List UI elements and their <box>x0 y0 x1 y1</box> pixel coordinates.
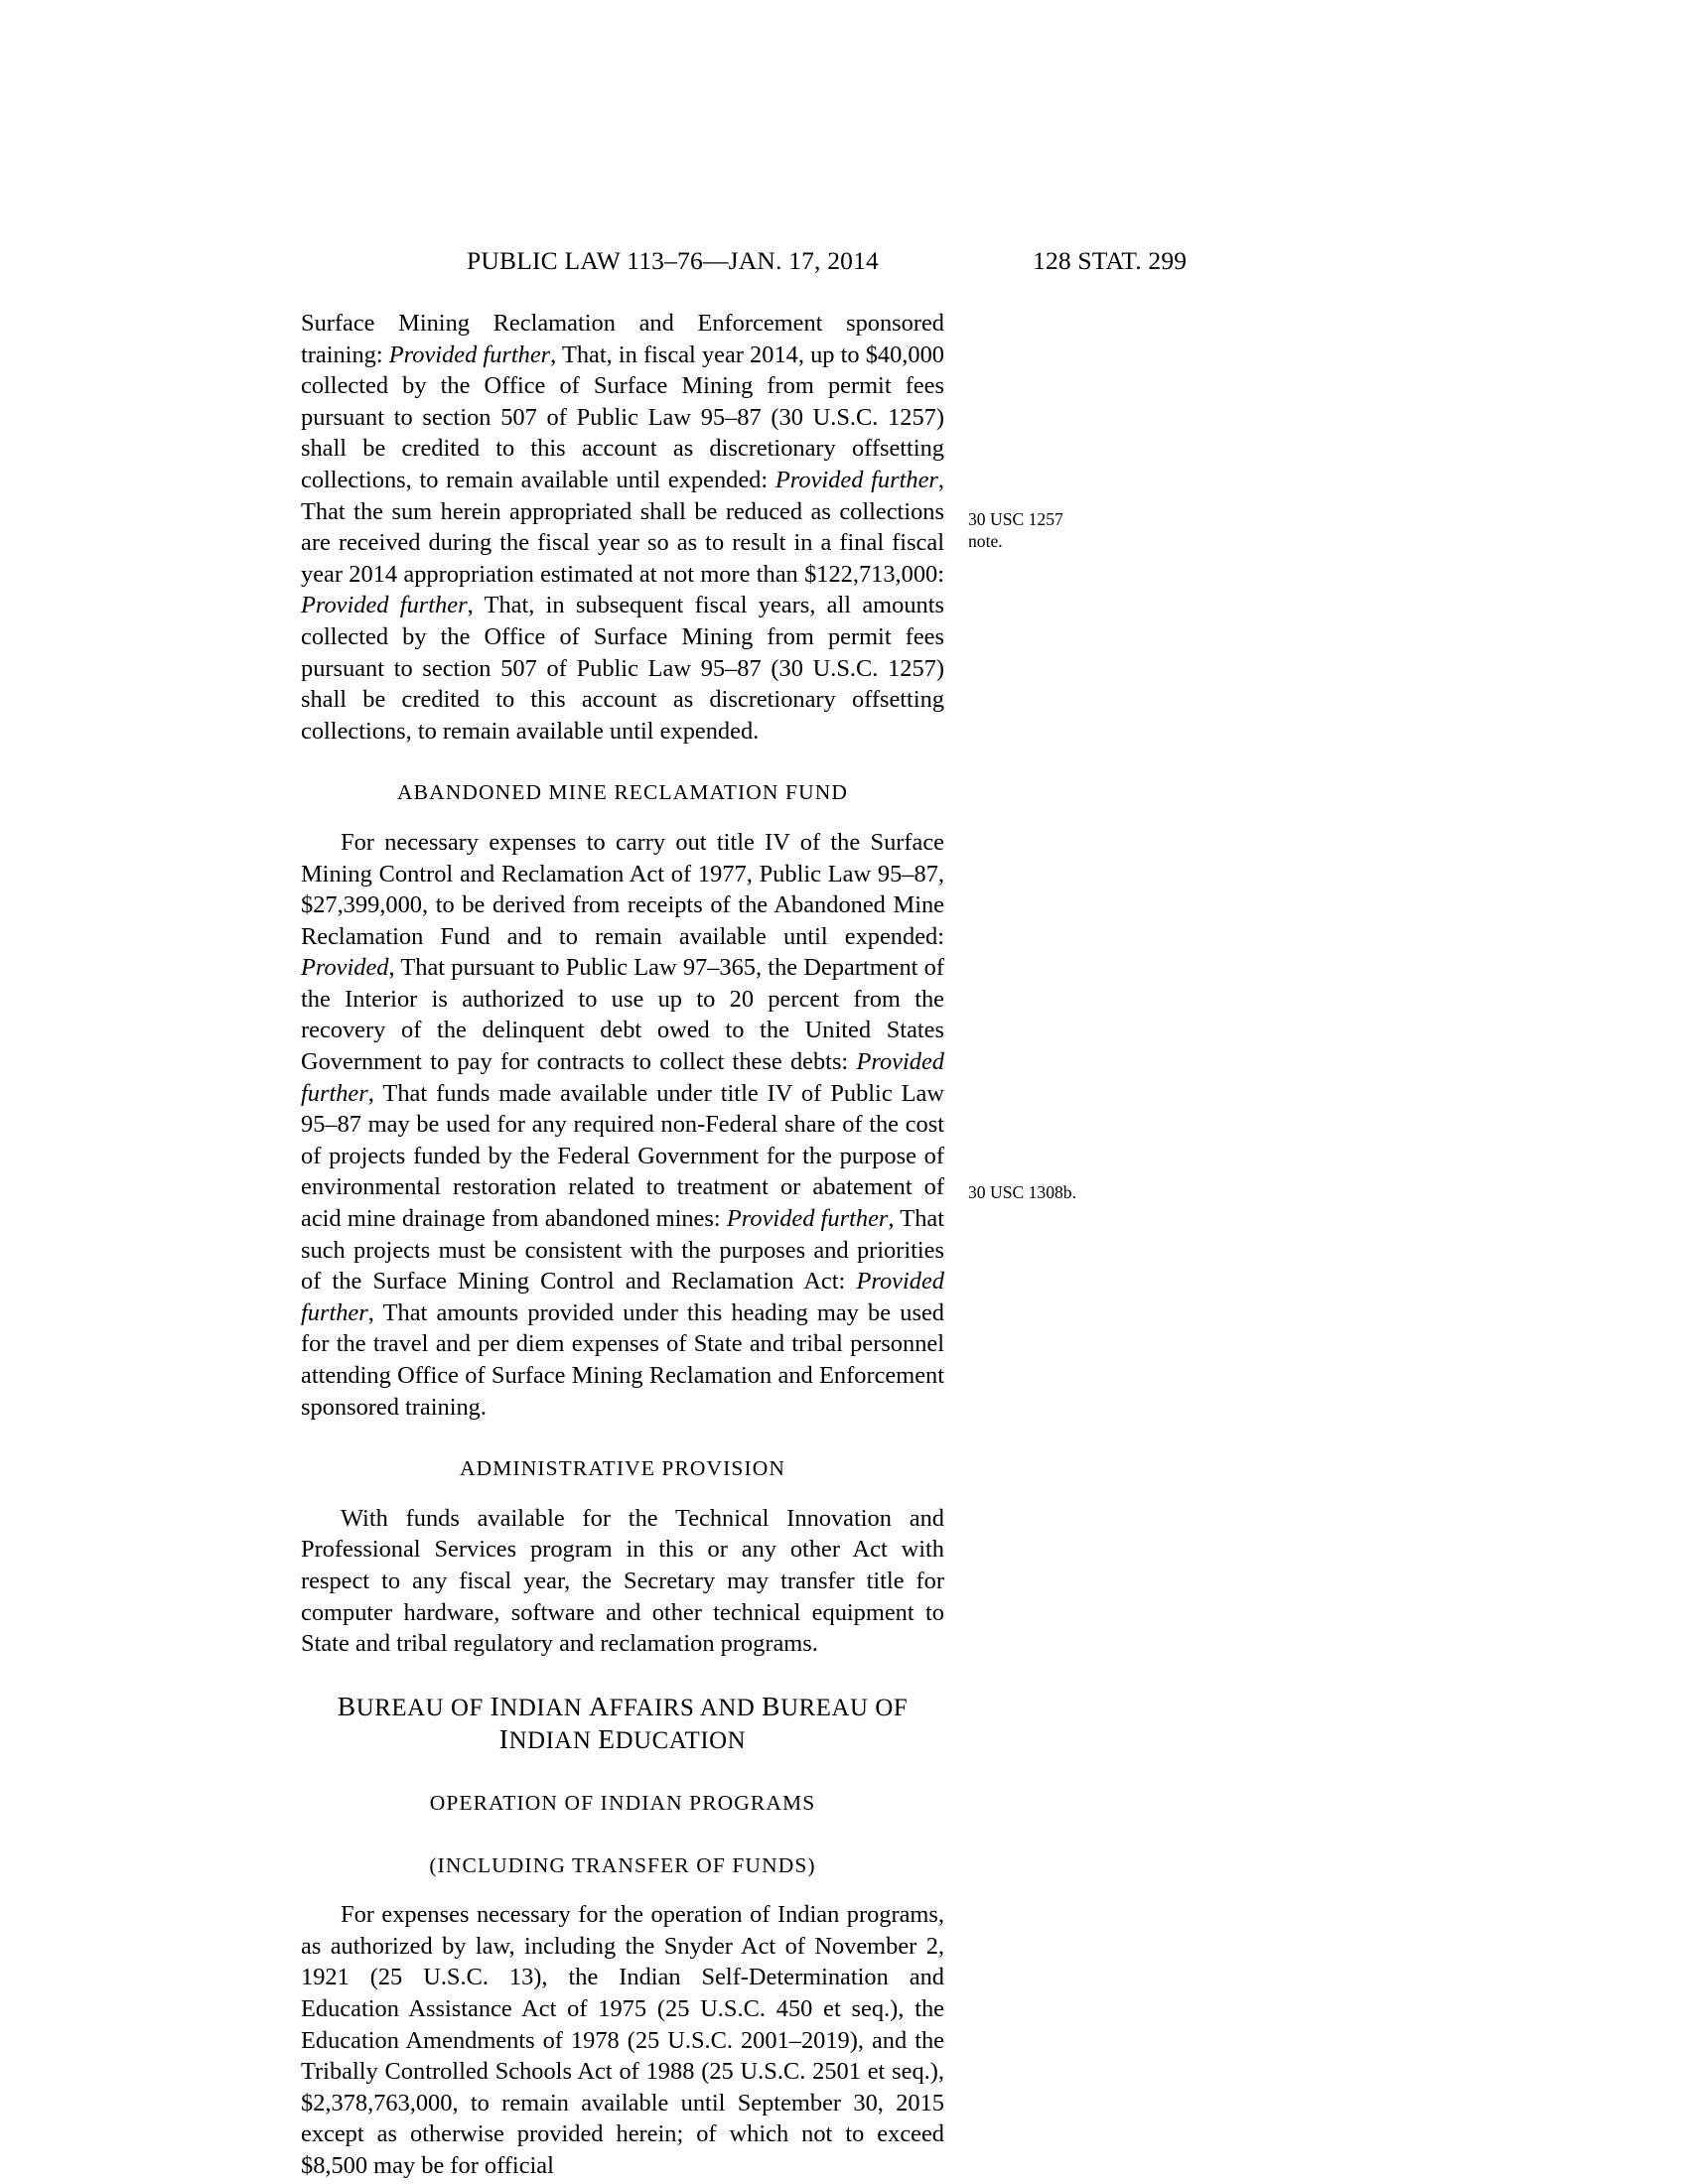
text-segment: FFAIRS AND <box>609 1694 763 1721</box>
italic-proviso: Provided further <box>774 466 938 493</box>
text-segment: E <box>598 1723 616 1755</box>
paragraph-operation-of-indian-programs: For expenses necessary for the operation of Indian programs, as authorized by law, including the Snyder Act of November 2, 1921 (25 U.S.C. 13), the Indian Self-Determination and Education Assistance Act of 1975 (25 U.S.C. 450 et seq.), the Education Amendments of 1978 (25 U.S.C. 2001–2019), and the Tribally Controlled Schools Act of 1988 (25 U.S.C. 2501 et seq.), $2,378,763,000, to remain available until September 30, 2015 except as otherwise provided herein; of which not to exceed $8,500 may be for official <box>301 1901 944 2179</box>
text-segment: , That, in subsequent fiscal years, all amounts collected by the Office of Surface Mining from permit fees pursuant to section 507 of Public Law 95–87 (30 U.S.C. 1257) shall be credited to this account as discretionary offsetting collections, to remain available until expended. <box>301 592 944 745</box>
heading-administrative-provision: ADMINISTRATIVE PROVISION <box>460 1456 785 1481</box>
margin-note-line-1: 30 USC 1257 <box>968 509 1063 529</box>
text-segment: , That the sum herein appropriated shall be reduced as collections are received during the fiscal year so as to result in a final fiscal year 2014 appropriation estimated at not more than $122,713,000: <box>301 466 944 588</box>
italic-proviso: Provided <box>301 954 389 982</box>
text-segment: I <box>490 1690 500 1721</box>
italic-proviso: Provided further <box>726 1205 889 1233</box>
italic-proviso: Provided further <box>301 592 468 619</box>
text-segment: NDIAN <box>499 1694 590 1721</box>
text-segment: , That pursuant to Public Law 97–365, the Department of the Interior is authorized to use up to 20 percent from the recovery of the delinquent debt owed to the United States Government to pay for contracts to collect these debts: <box>301 954 944 1076</box>
margin-note-usc-1308b <box>968 1181 1157 1203</box>
heading-abandoned-mine-reclamation-fund: ABANDONED MINE RECLAMATION FUND <box>397 780 848 805</box>
text-segment: Surface Mining Reclamation and Enforcement sponsored training: <box>301 310 944 368</box>
text-segment: A <box>589 1690 610 1721</box>
margin-note-usc-1257 <box>968 508 1157 552</box>
running-head-public-law: PUBLIC LAW 113–76—JAN. 17, 2014 <box>467 246 879 275</box>
text-segment: , That such projects must be consistent with the purposes and priorities of the Surface Mining Control and Reclamation Act: <box>301 1205 944 1296</box>
text-segment: UREAU OF <box>355 1694 491 1721</box>
text-segment: , That, in fiscal year 2014, up to $40,000 collected by the Office of Surface Mining from permit fees pursuant to section 507 of Public Law 95–87 (30 U.S.C. 1257) shall be credited to this account as discretionary offsetting collections, to remain available until expended: <box>301 341 944 493</box>
italic-proviso: Provided further <box>301 1048 944 1107</box>
italic-proviso: Provided further <box>388 341 551 368</box>
text-segment: NDIAN <box>508 1727 599 1755</box>
text-segment: B <box>337 1690 356 1721</box>
italic-proviso: Provided further <box>301 1268 944 1326</box>
main-text-column <box>301 308 944 2181</box>
paragraph-administrative-provision: With funds available for the Technical Innovation and Professional Services program in this or any other Act with respect to any fiscal year, the Secretary may transfer title for computer hardware, software and other technical equipment to State and tribal regulatory and reclamation programs. <box>301 1504 944 1658</box>
heading-including-transfer-of-funds: (INCLUDING TRANSFER OF FUNDS) <box>429 1852 816 1877</box>
margin-note-line-1: 30 USC 1308b. <box>968 1182 1076 1202</box>
text-segment: UREAU OF <box>780 1694 909 1721</box>
paragraph-abandoned-mine-reclamation-fund <box>301 827 944 1423</box>
text-segment: B <box>762 1690 781 1721</box>
text-segment: , That funds made available under title IV of Public Law 95–87 may be used for any required non-Federal share of the cost of projects funded by the Federal Government for the purpose of environmental restoration related to treatment or abatement of acid mine drainage from abandoned mines: <box>301 1079 944 1233</box>
paragraph-continued-osm <box>301 308 944 747</box>
text-segment: I <box>498 1723 509 1755</box>
text-segment: , That amounts provided under this heading may be used for the travel and per diem expenses of State and tribal personnel attending Office of Surface Mining Reclamation and Enforcement sponsored training. <box>301 1298 944 1421</box>
margin-note-line-2: note. <box>968 531 1003 551</box>
running-head-stat-page: 128 STAT. 299 <box>1033 246 1188 275</box>
text-segment: For necessary expenses to carry out title IV of the Surface Mining Control and Reclamation Act of 1977, Public Law 95–87, $27,399,000, to be derived from receipts of the Abandoned Mine Reclamation Fund and to remain available until expended: <box>301 828 944 950</box>
heading-bureau-of-indian-affairs <box>301 1691 944 1757</box>
heading-operation-of-indian-programs: OPERATION OF INDIAN PROGRAMS <box>429 1790 816 1815</box>
text-segment: DUCATION <box>615 1727 747 1755</box>
